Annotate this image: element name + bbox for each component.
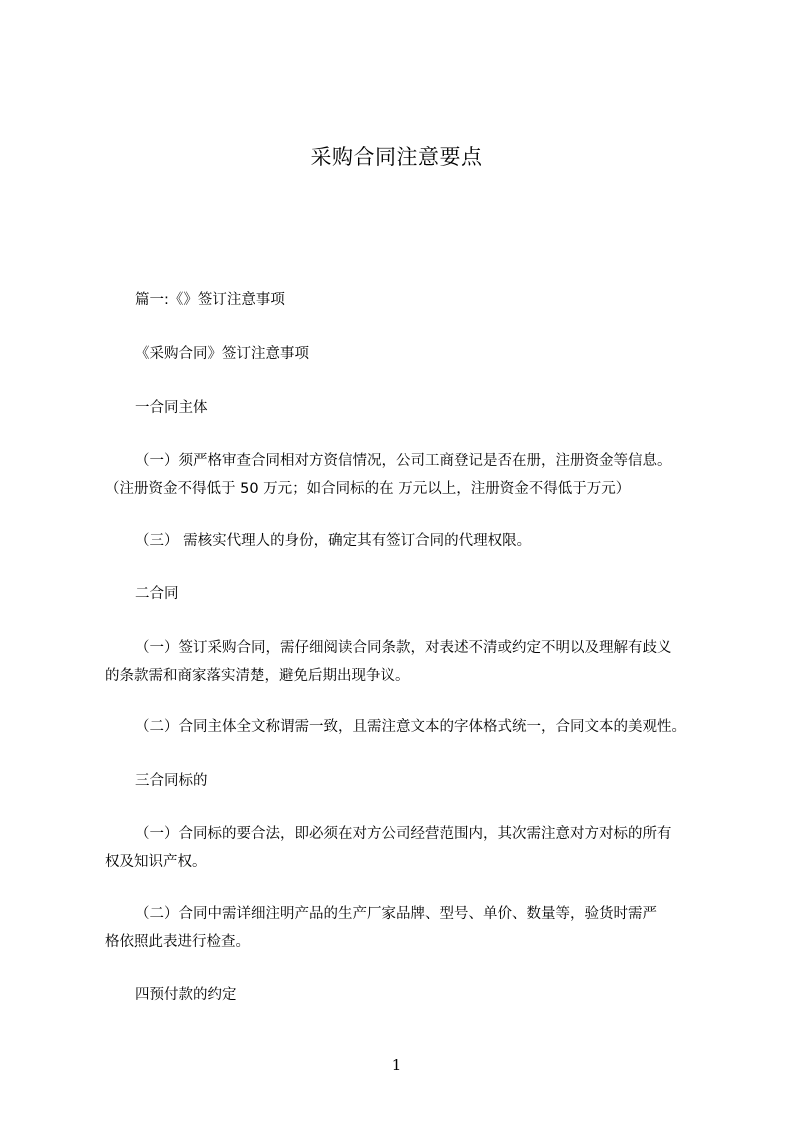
section-heading bbox=[105, 400, 735, 416]
paragraph bbox=[105, 906, 705, 962]
paragraph-line: （注册资金不得低于 50 万元；如合同标的在 万元以上，注册资金不得低于万元） bbox=[105, 481, 631, 497]
paragraph bbox=[105, 640, 705, 696]
paragraph bbox=[105, 826, 705, 882]
paragraph-line: （三） 需核实代理人的身份，确定其有签订合同的代理权限。 bbox=[135, 533, 532, 549]
paragraph bbox=[105, 533, 735, 549]
section-heading bbox=[105, 987, 735, 1003]
paragraph-line: （二）合同主体全文称谓需一致，且需注意文本的字体格式统一，合同文本的美观性。 bbox=[135, 719, 686, 735]
section-heading bbox=[105, 586, 735, 602]
paragraph-line: 格依照此表进行检查。 bbox=[105, 934, 250, 950]
paragraph-line: 一合同主体 bbox=[135, 400, 208, 416]
paragraph-line: （二）合同中需详细注明产品的生产厂家品牌、型号、单价、数量等，验货时需严 bbox=[135, 906, 657, 922]
paragraph-line: 权及知识产权。 bbox=[105, 854, 207, 870]
paragraph-line: 三合同标的 bbox=[135, 773, 208, 789]
paragraph-line: 的条款需和商家落实清楚，避免后期出现争议。 bbox=[105, 668, 410, 684]
document-title: 采购合同注意要点 bbox=[310, 145, 483, 169]
paragraph-line: 篇一:《》签订注意事项 bbox=[135, 292, 285, 308]
paragraph-line: 《采购合同》签订注意事项 bbox=[135, 346, 309, 362]
paragraph bbox=[105, 453, 705, 509]
paragraph bbox=[105, 719, 735, 735]
paragraph-line: 二合同 bbox=[135, 586, 179, 602]
section-heading bbox=[105, 773, 735, 789]
paragraph-heading bbox=[105, 292, 735, 308]
page-number: 1 bbox=[391, 1056, 402, 1074]
paragraph-line: （一）须严格审查合同相对方资信情况，公司工商登记是否在册，注册资金等信息。 bbox=[135, 453, 672, 469]
paragraph-line: 四预付款的约定 bbox=[135, 987, 237, 1003]
paragraph-heading bbox=[105, 346, 735, 362]
paragraph-line: （一）合同标的要合法，即必须在对方公司经营范围内，其次需注意对方对标的所有 bbox=[135, 826, 672, 842]
paragraph-line: （一）签订采购合同，需仔细阅读合同条款，对表述不清或约定不明以及理解有歧义 bbox=[135, 640, 672, 656]
